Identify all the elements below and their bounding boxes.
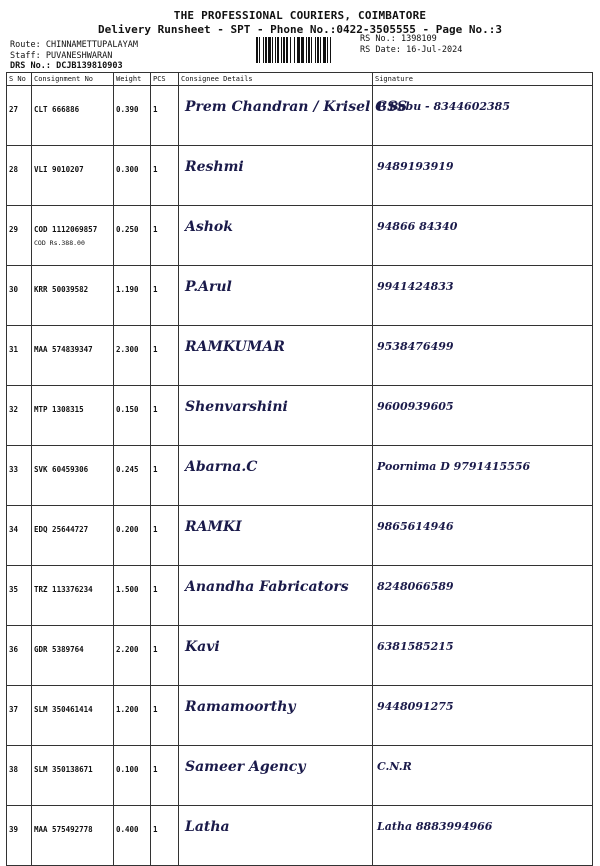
cod-amount: COD Rs.388.00	[34, 239, 85, 247]
consignment-cell	[32, 446, 114, 506]
sno-cell: 33	[7, 446, 32, 506]
col-consignee: Consignee Details	[179, 73, 373, 86]
sno-cell: 31	[7, 326, 32, 386]
rs-no-value: 1398109	[400, 34, 437, 44]
consignee-handwriting: Shenvarshini	[185, 399, 288, 415]
consignee-cell	[179, 686, 373, 746]
weight-cell: 1.500	[114, 566, 151, 626]
signature-handwriting: P Babu - 8344602385	[377, 100, 510, 113]
weight-cell: 2.300	[114, 326, 151, 386]
pcs-cell: 1	[151, 206, 179, 266]
consignee-handwriting: Anandha Fabricators	[185, 579, 349, 595]
signature-cell	[373, 266, 593, 326]
table-row	[7, 806, 593, 866]
table-row	[7, 566, 593, 626]
signature-handwriting: Poornima D 9791415556	[377, 460, 531, 473]
consignee-handwriting: RAMKI	[185, 519, 242, 535]
weight-cell: 0.100	[114, 746, 151, 806]
consignee-handwriting: Sameer Agency	[185, 759, 306, 775]
table-header-row	[7, 73, 593, 86]
consignee-cell	[179, 206, 373, 266]
signature-handwriting: 9941424833	[377, 280, 454, 293]
consignee-handwriting: Ramamoorthy	[185, 699, 296, 715]
signature-handwriting: 9538476499	[377, 340, 454, 353]
consignment-cell	[32, 746, 114, 806]
table-row	[7, 506, 593, 566]
signature-cell	[373, 206, 593, 266]
route-line	[10, 40, 138, 50]
signature-handwriting: 8248066589	[377, 580, 454, 593]
consignment-cell	[32, 686, 114, 746]
signature-cell	[373, 506, 593, 566]
consignee-cell	[179, 746, 373, 806]
weight-cell: 2.200	[114, 626, 151, 686]
consignee-handwriting: P.Arul	[185, 279, 232, 295]
consignment-cell	[32, 326, 114, 386]
col-consignment: Consignment No	[32, 73, 114, 86]
runsheet-subtitle: Delivery Runsheet - SPT - Phone No.:0422-3505555 - Page No.:3	[98, 23, 502, 36]
consignee-cell	[179, 626, 373, 686]
consignment-cell	[32, 206, 114, 266]
consignee-handwriting: Latha	[185, 819, 230, 835]
pcs-cell: 1	[151, 326, 179, 386]
pcs-cell: 1	[151, 686, 179, 746]
pcs-cell: 1	[151, 146, 179, 206]
pcs-cell: 1	[151, 566, 179, 626]
weight-cell: 0.300	[114, 146, 151, 206]
signature-cell	[373, 86, 593, 146]
consignment-number: CLT 666886	[34, 105, 80, 114]
col-pcs: PCS	[151, 73, 179, 86]
staff-line	[10, 51, 112, 61]
consignment-cell	[32, 266, 114, 326]
table-row	[7, 386, 593, 446]
table-row	[7, 446, 593, 506]
table-row	[7, 206, 593, 266]
consignee-cell	[179, 326, 373, 386]
consignee-cell	[179, 506, 373, 566]
rs-no-line	[360, 34, 437, 44]
sno-cell: 38	[7, 746, 32, 806]
col-sno: S No	[7, 73, 32, 86]
staff-value: PUVANESHWARAN	[45, 51, 113, 61]
signature-handwriting: 9865614946	[377, 520, 454, 533]
drs-label: DRS No.:	[10, 61, 51, 71]
consignment-number: VLI 9010207	[34, 165, 84, 174]
signature-cell	[373, 326, 593, 386]
consignment-number: EDQ 25644727	[34, 525, 89, 534]
weight-cell: 0.150	[114, 386, 151, 446]
runsheet-table	[6, 72, 593, 866]
sno-cell: 35	[7, 566, 32, 626]
route-value: CHINNAMETTUPALAYAM	[45, 40, 138, 50]
signature-cell	[373, 146, 593, 206]
signature-handwriting: 6381585215	[377, 640, 454, 653]
sno-cell: 27	[7, 86, 32, 146]
consignee-cell	[179, 446, 373, 506]
consignment-cell	[32, 146, 114, 206]
consignee-cell	[179, 386, 373, 446]
consignee-handwriting: Abarna.C	[185, 459, 258, 475]
weight-cell: 1.200	[114, 686, 151, 746]
consignment-number: SLM 350461414	[34, 705, 93, 714]
rs-date-line	[360, 45, 462, 55]
consignee-handwriting: Prem Chandran / Krisel GSS	[185, 99, 408, 115]
company-title: THE PROFESSIONAL COURIERS, COIMBATORE	[173, 9, 427, 22]
signature-handwriting: 94866 84340	[377, 220, 458, 233]
signature-cell	[373, 746, 593, 806]
table-row	[7, 746, 593, 806]
table-row	[7, 686, 593, 746]
consignment-number: MAA 574839347	[34, 345, 93, 354]
pcs-cell: 1	[151, 446, 179, 506]
consignment-number: GDR 5389764	[34, 645, 84, 654]
staff-label: Staff:	[10, 51, 41, 61]
consignee-cell	[179, 146, 373, 206]
signature-cell	[373, 566, 593, 626]
consignee-cell	[179, 806, 373, 866]
weight-cell: 1.190	[114, 266, 151, 326]
signature-cell	[373, 626, 593, 686]
pcs-cell: 1	[151, 266, 179, 326]
pcs-cell: 1	[151, 506, 179, 566]
col-signature: Signature	[373, 73, 593, 86]
pcs-cell: 1	[151, 626, 179, 686]
pcs-cell: 1	[151, 806, 179, 866]
consignment-number: COD 1112069857	[34, 225, 98, 234]
consignment-cell	[32, 86, 114, 146]
consignee-handwriting: Ashok	[185, 219, 233, 235]
consignment-number: SLM 350138671	[34, 765, 93, 774]
sno-cell: 39	[7, 806, 32, 866]
drs-value: DCJB139810903	[56, 61, 123, 71]
sno-cell: 36	[7, 626, 32, 686]
consignee-handwriting: RAMKUMAR	[185, 339, 285, 355]
table-row	[7, 266, 593, 326]
table-row	[7, 86, 593, 146]
signature-handwriting: 9489193919	[377, 160, 454, 173]
pcs-cell: 1	[151, 86, 179, 146]
sno-cell: 30	[7, 266, 32, 326]
table-row	[7, 146, 593, 206]
sno-cell: 34	[7, 506, 32, 566]
consignee-handwriting: Reshmi	[185, 159, 244, 175]
consignee-cell	[179, 86, 408, 146]
table-row	[7, 626, 593, 686]
rs-date-label: RS Date:	[360, 45, 401, 55]
consignment-cell	[32, 806, 114, 866]
consignment-number: SVK 60459306	[34, 465, 89, 474]
consignment-cell	[32, 566, 114, 626]
sno-cell: 37	[7, 686, 32, 746]
consignee-handwriting: Kavi	[185, 639, 220, 655]
sno-cell: 29	[7, 206, 32, 266]
sno-cell: 28	[7, 146, 32, 206]
rs-no-label: RS No.:	[360, 34, 396, 44]
signature-handwriting: 9448091275	[377, 700, 454, 713]
signature-handwriting: 9600939605	[377, 400, 454, 413]
pcs-cell: 1	[151, 386, 179, 446]
consignment-number: MTP 1308315	[34, 405, 84, 414]
weight-cell: 0.250	[114, 206, 151, 266]
route-label: Route:	[10, 40, 41, 50]
signature-handwriting: Latha 8883994966	[377, 820, 493, 833]
consignee-cell	[179, 566, 373, 626]
signature-cell	[373, 386, 593, 446]
consignment-number: TRZ 113376234	[34, 585, 93, 594]
weight-cell: 0.390	[114, 86, 151, 146]
weight-cell: 0.400	[114, 806, 151, 866]
consignment-cell	[32, 626, 114, 686]
barcode	[256, 37, 352, 63]
signature-cell	[373, 446, 593, 506]
weight-cell: 0.200	[114, 506, 151, 566]
col-weight: Weight	[114, 73, 151, 86]
drs-line	[10, 61, 123, 71]
sno-cell: 32	[7, 386, 32, 446]
consignment-number: MAA 575492778	[34, 825, 93, 834]
signature-cell	[373, 806, 593, 866]
table-row	[7, 326, 593, 386]
signature-handwriting: C.N.R	[377, 760, 412, 773]
rs-date-value: 16-Jul-2024	[406, 45, 463, 55]
consignee-cell	[179, 266, 373, 326]
consignment-number: KRR 50039582	[34, 285, 89, 294]
consignment-cell	[32, 386, 114, 446]
weight-cell: 0.245	[114, 446, 151, 506]
pcs-cell: 1	[151, 746, 179, 806]
consignment-cell	[32, 506, 114, 566]
signature-cell	[373, 686, 593, 746]
